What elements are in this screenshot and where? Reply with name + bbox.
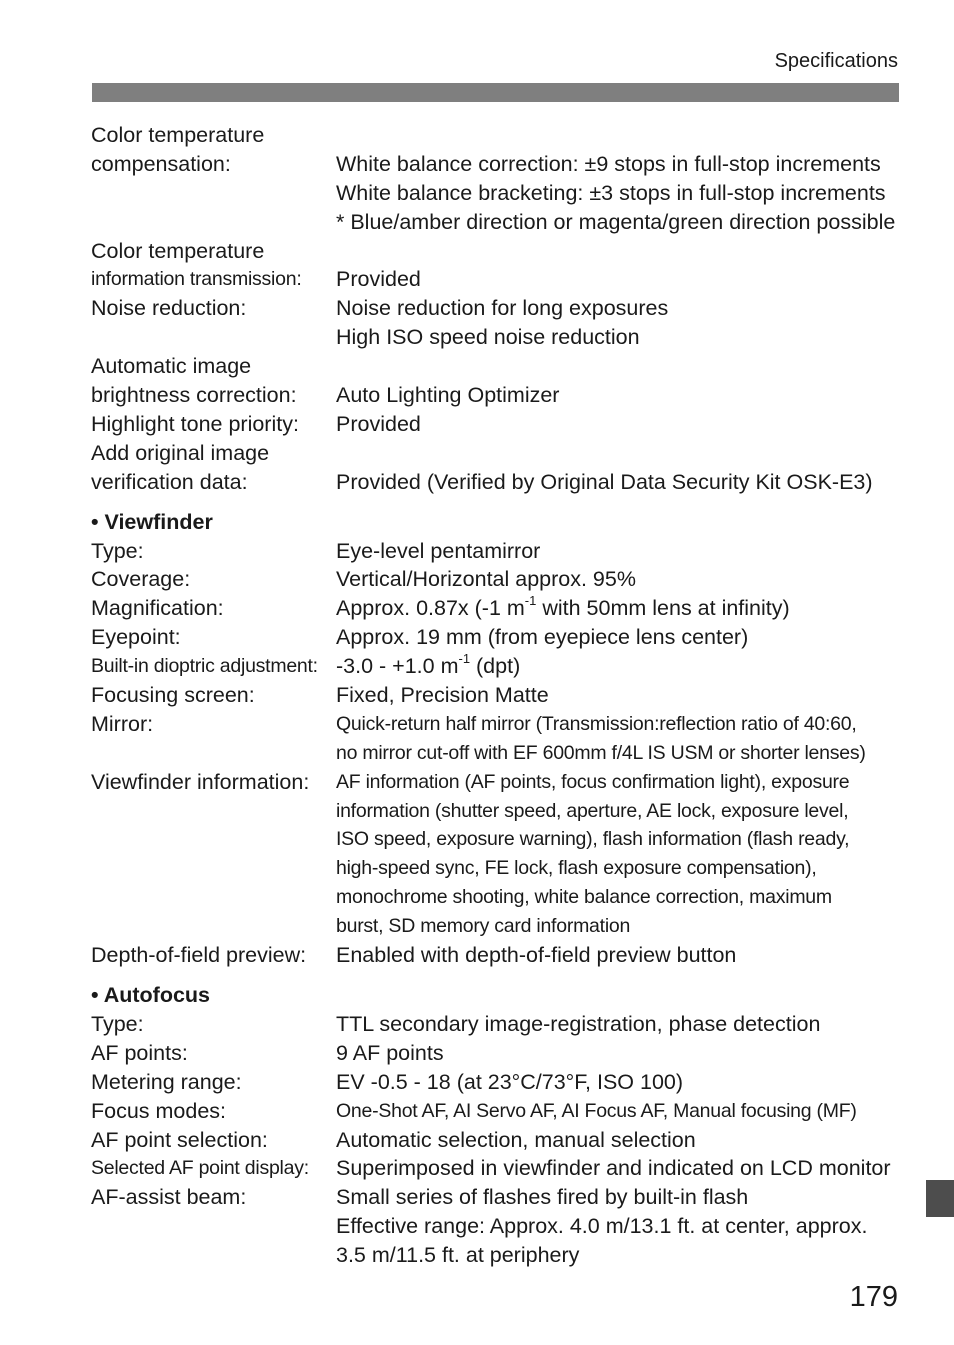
spec-row bbox=[91, 237, 901, 295]
spec-value-line: Provided bbox=[336, 411, 421, 436]
spec-term bbox=[91, 294, 336, 352]
spec-value-line bbox=[336, 594, 901, 623]
spec-term bbox=[91, 439, 336, 497]
spec-term bbox=[91, 594, 336, 623]
spec-row bbox=[91, 1154, 901, 1183]
spec-value-line: Automatic selection, manual selection bbox=[336, 1127, 696, 1152]
spec-value bbox=[336, 294, 901, 352]
header-rule bbox=[92, 83, 899, 102]
spec-term bbox=[91, 681, 336, 710]
spec-value-line: Provided bbox=[336, 267, 421, 292]
spec-row bbox=[91, 1068, 901, 1097]
spec-term bbox=[91, 1183, 336, 1270]
spec-value bbox=[336, 681, 901, 710]
spec-row bbox=[91, 565, 901, 594]
spec-term-line: Mirror: bbox=[91, 711, 154, 736]
spec-value-line: Approx. 19 mm (from eyepiece lens center) bbox=[336, 625, 749, 650]
spec-value-line: White balance bracketing: ±3 stops in full-stop increments bbox=[336, 180, 886, 205]
spec-row bbox=[91, 710, 901, 768]
spec-row bbox=[91, 941, 901, 970]
spec-term-line: Magnification: bbox=[91, 596, 224, 621]
spec-list bbox=[91, 121, 901, 1270]
spec-value-line: burst, SD memory card information bbox=[336, 915, 631, 938]
spec-term bbox=[91, 537, 336, 566]
spec-value-line: * Blue/amber direction or magenta/green direction possible bbox=[336, 209, 896, 234]
spec-row bbox=[91, 537, 901, 566]
spec-value-line: Noise reduction for long exposures bbox=[336, 296, 669, 321]
spec-term-line: Focus modes: bbox=[91, 1098, 227, 1123]
spec-value-line: AF information (AF points, focus confirmation light), exposure bbox=[336, 770, 850, 793]
spec-row bbox=[91, 1183, 901, 1270]
spec-value-line: Auto Lighting Optimizer bbox=[336, 383, 560, 408]
spec-value bbox=[336, 439, 901, 497]
spec-value bbox=[336, 710, 901, 768]
spec-term-line: Add original image bbox=[91, 440, 270, 465]
spec-value bbox=[336, 1126, 901, 1155]
value-text: Approx. 0.87x (-1 m bbox=[336, 596, 525, 621]
spec-term bbox=[91, 1068, 336, 1097]
spec-section bbox=[91, 981, 901, 1270]
spec-term-line: Type: bbox=[91, 1011, 144, 1036]
spec-value bbox=[336, 1183, 901, 1270]
section-heading: • Viewfinder bbox=[91, 509, 213, 534]
spec-term-line: Automatic image bbox=[91, 354, 252, 379]
spec-term bbox=[91, 237, 336, 295]
spec-term bbox=[91, 121, 336, 237]
spec-term-line: Type: bbox=[91, 538, 144, 563]
spec-row bbox=[91, 768, 901, 941]
spec-value-line: Superimposed in viewfinder and indicated on LCD monitor bbox=[336, 1156, 891, 1181]
spec-term-line: verification data: bbox=[91, 469, 248, 494]
spec-term-line: Noise reduction: bbox=[91, 296, 247, 321]
spec-term-line: AF point selection: bbox=[91, 1127, 268, 1152]
spec-value-line: Effective range: Approx. 4.0 m/13.1 ft. at center, approx. bbox=[336, 1214, 868, 1239]
spec-value-line: High ISO speed noise reduction bbox=[336, 325, 640, 350]
spec-term bbox=[91, 352, 336, 410]
spec-value bbox=[336, 121, 901, 237]
spec-term-line: information transmission: bbox=[91, 268, 302, 291]
spec-term-line: AF-assist beam: bbox=[91, 1185, 247, 1210]
spec-value-line: 9 AF points bbox=[336, 1040, 444, 1065]
spec-term bbox=[91, 1039, 336, 1068]
spec-row bbox=[91, 410, 901, 439]
spec-section bbox=[91, 508, 901, 970]
spec-value bbox=[336, 537, 901, 566]
spec-term-line: Selected AF point display: bbox=[91, 1157, 309, 1180]
spec-term bbox=[91, 623, 336, 652]
spec-term-line: Focusing screen: bbox=[91, 683, 255, 708]
value-text: with 50mm lens at infinity) bbox=[536, 596, 790, 621]
spec-value-line: White balance correction: ±9 stops in full-stop increments bbox=[336, 151, 881, 176]
spacer bbox=[336, 352, 901, 381]
spec-value bbox=[336, 1097, 901, 1126]
spec-value-line: One-Shot AF, AI Servo AF, AI Focus AF, Manual focusing (MF) bbox=[336, 1099, 857, 1122]
spec-value-line: Vertical/Horizontal approx. 95% bbox=[336, 567, 636, 592]
spacer bbox=[336, 121, 901, 150]
spec-row bbox=[91, 681, 901, 710]
spec-row bbox=[91, 623, 901, 652]
spec-term-line: Color temperature bbox=[91, 123, 265, 147]
spec-section bbox=[91, 121, 901, 497]
spec-term bbox=[91, 1010, 336, 1039]
spec-value-line: EV -0.5 - 18 (at 23°C/73°F, ISO 100) bbox=[336, 1069, 684, 1094]
spec-row bbox=[91, 1126, 901, 1155]
spec-value bbox=[336, 565, 901, 594]
spec-value-line: TTL secondary image-registration, phase detection bbox=[336, 1011, 821, 1036]
spec-value bbox=[336, 941, 901, 970]
spec-term bbox=[91, 1097, 336, 1126]
spec-term-line: brightness correction: bbox=[91, 383, 297, 408]
spec-term bbox=[91, 565, 336, 594]
page-number: 179 bbox=[849, 1281, 898, 1313]
section-heading: • Autofocus bbox=[91, 982, 210, 1007]
superscript-exponent: -1 bbox=[458, 650, 471, 666]
spec-value bbox=[336, 1039, 901, 1068]
spec-row bbox=[91, 1039, 901, 1068]
spec-term bbox=[91, 410, 336, 439]
spec-term-line: compensation: bbox=[91, 151, 231, 176]
chapter-tab-marker bbox=[926, 1180, 954, 1217]
spec-term-line: Viewfinder information: bbox=[91, 769, 310, 794]
spec-value bbox=[336, 1068, 901, 1097]
spec-term-line: AF points: bbox=[91, 1040, 188, 1065]
spec-value-line: Small series of flashes fired by built-in flash bbox=[336, 1185, 749, 1210]
spec-value-line: Enabled with depth-of-field preview button bbox=[336, 943, 737, 968]
superscript-exponent: -1 bbox=[524, 593, 537, 609]
value-text: -3.0 - +1.0 m bbox=[336, 654, 459, 679]
spec-value-line bbox=[336, 652, 901, 681]
spec-value-line: Eye-level pentamirror bbox=[336, 538, 541, 563]
spec-term bbox=[91, 941, 336, 970]
spec-term bbox=[91, 1126, 336, 1155]
spec-value bbox=[336, 352, 901, 410]
spec-row bbox=[91, 352, 901, 410]
spec-term bbox=[91, 710, 336, 768]
running-header: Specifications bbox=[774, 50, 898, 72]
spec-value bbox=[336, 768, 901, 941]
spec-row bbox=[91, 294, 901, 352]
spec-term-line: Metering range: bbox=[91, 1069, 242, 1094]
spec-value-line: Provided (Verified by Original Data Security Kit OSK-E3) bbox=[336, 469, 873, 494]
spec-row bbox=[91, 652, 901, 681]
spacer bbox=[336, 439, 901, 468]
spec-value-line: 3.5 m/11.5 ft. at periphery bbox=[336, 1243, 580, 1268]
spec-value-line: high-speed sync, FE lock, flash exposure compensation), bbox=[336, 857, 817, 880]
spec-term-line: Coverage: bbox=[91, 567, 191, 592]
spec-value bbox=[336, 1154, 901, 1183]
spec-value-line: ISO speed, exposure warning), flash information (flash ready, bbox=[336, 828, 850, 851]
spec-value bbox=[336, 594, 901, 623]
spec-row bbox=[91, 1010, 901, 1039]
spec-row bbox=[91, 121, 901, 237]
spec-value bbox=[336, 652, 901, 681]
spec-term-line: Highlight tone priority: bbox=[91, 411, 299, 436]
spec-row bbox=[91, 439, 901, 497]
spec-term-line: Depth-of-field preview: bbox=[91, 943, 307, 968]
spec-value-line: no mirror cut-off with EF 600mm f/4L IS USM or shorter lenses) bbox=[336, 741, 866, 764]
spec-term-line: Eyepoint: bbox=[91, 625, 181, 650]
spec-term bbox=[91, 1154, 336, 1183]
spec-value-line: monochrome shooting, white balance correction, maximum bbox=[336, 886, 832, 909]
spec-value-line: Fixed, Precision Matte bbox=[336, 683, 549, 708]
value-text: (dpt) bbox=[470, 654, 521, 679]
spec-term-line: Built-in dioptric adjustment: bbox=[91, 655, 318, 678]
spec-row bbox=[91, 1097, 901, 1126]
spec-term-line: Color temperature bbox=[91, 238, 265, 263]
spec-value-line: information (shutter speed, aperture, AE lock, exposure level, bbox=[336, 799, 849, 822]
spec-value bbox=[336, 623, 901, 652]
spec-value-line: Quick-return half mirror (Transmission:reflection ratio of 40:60, bbox=[336, 712, 857, 735]
spec-term bbox=[91, 652, 336, 681]
spacer bbox=[336, 237, 901, 266]
spec-value bbox=[336, 1010, 901, 1039]
spec-value bbox=[336, 237, 901, 295]
spec-row bbox=[91, 594, 901, 623]
spec-value bbox=[336, 410, 901, 439]
spec-term bbox=[91, 768, 336, 941]
